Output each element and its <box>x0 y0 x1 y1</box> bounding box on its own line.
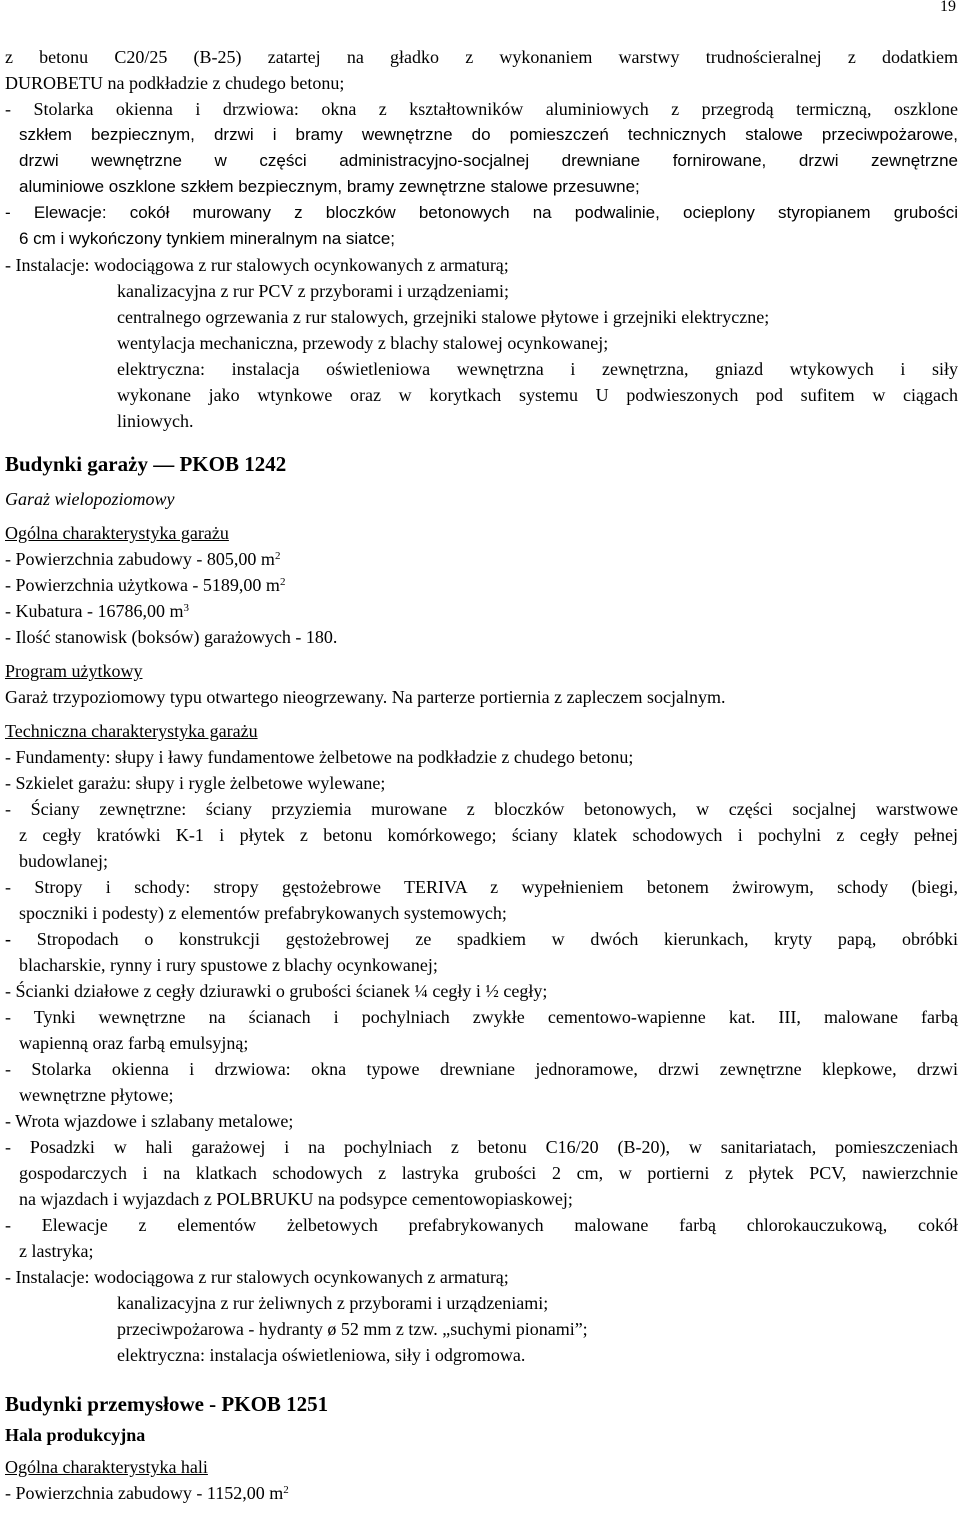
list-item: - Stolarka okienna i drzwiowa: okna typowe drewniane jednoramowe, drzwi zewnętrzne klepkowe, drzwi <box>5 1059 958 1079</box>
list-item: - Elewacje: cokół murowany z bloczków betonowych na podwalinie, ocieplony styropianem grubości <box>5 203 958 222</box>
list-item-continuation: liniowych. <box>117 411 194 431</box>
list-item: - Posadzki w hali garażowej i na pochylniach z betonu C16/20 (B-20), w sanitariatach, pomieszczeniach <box>5 1137 958 1157</box>
list-item-continuation: spoczniki i podesty) z elementów prefabrykowanych systemowych; <box>19 903 507 923</box>
list-item-continuation: wewnętrzne płytowe; <box>19 1085 174 1105</box>
list-item-continuation: aluminiowe oszklone szkłem bezpiecznym, bramy zewnętrzne stalowe przesuwne; <box>19 177 640 196</box>
list-item: - Ścianki działowe z cegły dziurawki o grubości ścianek ¼ cegły i ½ cegły; <box>5 981 548 1001</box>
list-item-continuation: na wjazdach i wyjazdach z POLBRUKU na podsypce cementowopiaskowej; <box>19 1189 573 1209</box>
paragraph: z betonu C20/25 (B-25) zatartej na gładko z wykonaniem warstwy trudnościeralnej z dodatkiem <box>5 47 958 67</box>
list-item-continuation: szkłem bezpiecznym, drzwi i bramy wewnętrzne do pomieszczeń technicznych stalowe przeciwpożarowe, <box>19 125 958 144</box>
list-item: - Stropodach o konstrukcji gęstożebrowej ze spadkiem w dwóch kierunkach, kryty papą, obróbki <box>5 929 958 949</box>
list-item-continuation: przeciwpożarowa - hydranty ø 52 mm z tzw. „suchymi pionami”; <box>117 1319 588 1339</box>
list-item-continuation: drzwi wewnętrzne w części administracyjno-socjalnej drewniane fornirowane, drzwi zewnętrzne <box>19 151 958 170</box>
list-item: - Stropy i schody: stropy gęstożebrowe TERIVA z wypełnieniem betonem żwirowym, schody (biegi, <box>5 877 958 897</box>
list-item-continuation: centralnego ogrzewania z rur stalowych, grzejniki stalowe płytowe i grzejniki elektryczne; <box>117 307 770 327</box>
list-item-continuation: elektryczna: instalacja oświetleniowa, siły i odgromowa. <box>117 1345 526 1365</box>
section-heading: Budynki garaży — PKOB 1242 <box>5 452 287 476</box>
list-item: - Ilość stanowisk (boksów) garażowych - 180. <box>5 627 338 647</box>
paragraph: Garaż trzypoziomowy typu otwartego nieogrzewany. Na parterze portiernia z zapleczem socjalnym. <box>5 687 726 707</box>
list-item: - Ściany zewnętrzne: ściany przyziemia murowane z bloczków betonowych, w części socjalnej warstwowe <box>5 799 958 819</box>
list-item: - Instalacje: wodociągowa z rur stalowych ocynkowanych z armaturą; <box>5 1267 509 1287</box>
list-item-continuation: 6 cm i wykończony tynkiem mineralnym na siatce; <box>19 229 396 248</box>
list-item: - Instalacje: wodociągowa z rur stalowych ocynkowanych z armaturą; <box>5 255 509 275</box>
list-item-continuation: blacharskie, rynny i rury spustowe z blachy ocynkowanej; <box>19 955 438 975</box>
subsection-title: Ogólna charakterystyka garażu <box>5 523 229 543</box>
list-item-continuation: wykonane jako wtynkowe oraz w korytkach systemu U podwieszonych pod sufitem w ciągach <box>117 385 958 405</box>
section-subheading: Garaż wielopoziomowy <box>5 489 175 509</box>
list-item-continuation: elektryczna: instalacja oświetleniowa wewnętrzna i zewnętrzna, gniazd wtykowych i siły <box>117 359 958 379</box>
subsection-title: Ogólna charakterystyka hali <box>5 1457 208 1477</box>
list-item-continuation: wentylacja mechaniczna, przewody z blachy stalowej ocynkowanej; <box>117 333 609 353</box>
list-item: - Stolarka okienna i drzwiowa: okna z kształtowników aluminiowych z przegrodą termiczną, oszklone <box>5 99 958 119</box>
list-item: - Elewacje z elementów żelbetowych prefabrykowanych malowane farbą chlorokauczukową, cokół <box>5 1215 958 1235</box>
list-item-continuation: kanalizacyjna z rur żeliwnych z przyborami i urządzeniami; <box>117 1293 549 1313</box>
page-number: 19 <box>940 0 956 15</box>
list-item: - Fundamenty: słupy i ławy fundamentowe żelbetowe na podkładzie z chudego betonu; <box>5 747 634 767</box>
document-body <box>5 44 958 1506</box>
section-heading: Budynki przemysłowe - PKOB 1251 <box>5 1392 329 1416</box>
list-item: - Powierzchnia zabudowy - 1152,00 $m^2$ <box>5 1483 289 1503</box>
section-subheading: Hala produkcyjna <box>5 1425 146 1445</box>
list-item: - Kubatura - 16786,00 $m^3$ <box>5 601 189 621</box>
list-item-continuation: gospodarczych i na klatkach schodowych z lastryka grubości 2 cm, w portierni z płytek PCV, nawierzchnie <box>19 1163 958 1183</box>
list-item: - Tynki wewnętrzne na ścianach i pochylniach zwykłe cementowo-wapienne kat. III, malowane farbą <box>5 1007 958 1027</box>
list-item: - Wrota wjazdowe i szlabany metalowe; <box>5 1111 294 1131</box>
list-item: - Powierzchnia użytkowa - 5189,00 $m^2$ <box>5 575 286 595</box>
list-item-continuation: z cegły kratówki K-1 i płytek z betonu komórkowego; ściany klatek schodowych i pochylni z cegły pełnej <box>19 825 958 845</box>
list-item-continuation: wapienną oraz farbą emulsyjną; <box>19 1033 249 1053</box>
list-item: - Powierzchnia zabudowy - 805,00 $m^2$ <box>5 549 281 569</box>
list-item-continuation: kanalizacyjna z rur PCV z przyborami i urządzeniami; <box>117 281 510 301</box>
list-item: - Szkielet garażu: słupy i rygle żelbetowe wylewane; <box>5 773 386 793</box>
list-item-continuation: z lastryka; <box>19 1241 94 1261</box>
paragraph: DUROBETU na podkładzie z chudego betonu; <box>5 73 345 93</box>
subsection-title: Techniczna charakterystyka garażu <box>5 721 258 741</box>
list-item-continuation: budowlanej; <box>19 851 108 871</box>
subsection-title: Program użytkowy <box>5 661 143 681</box>
